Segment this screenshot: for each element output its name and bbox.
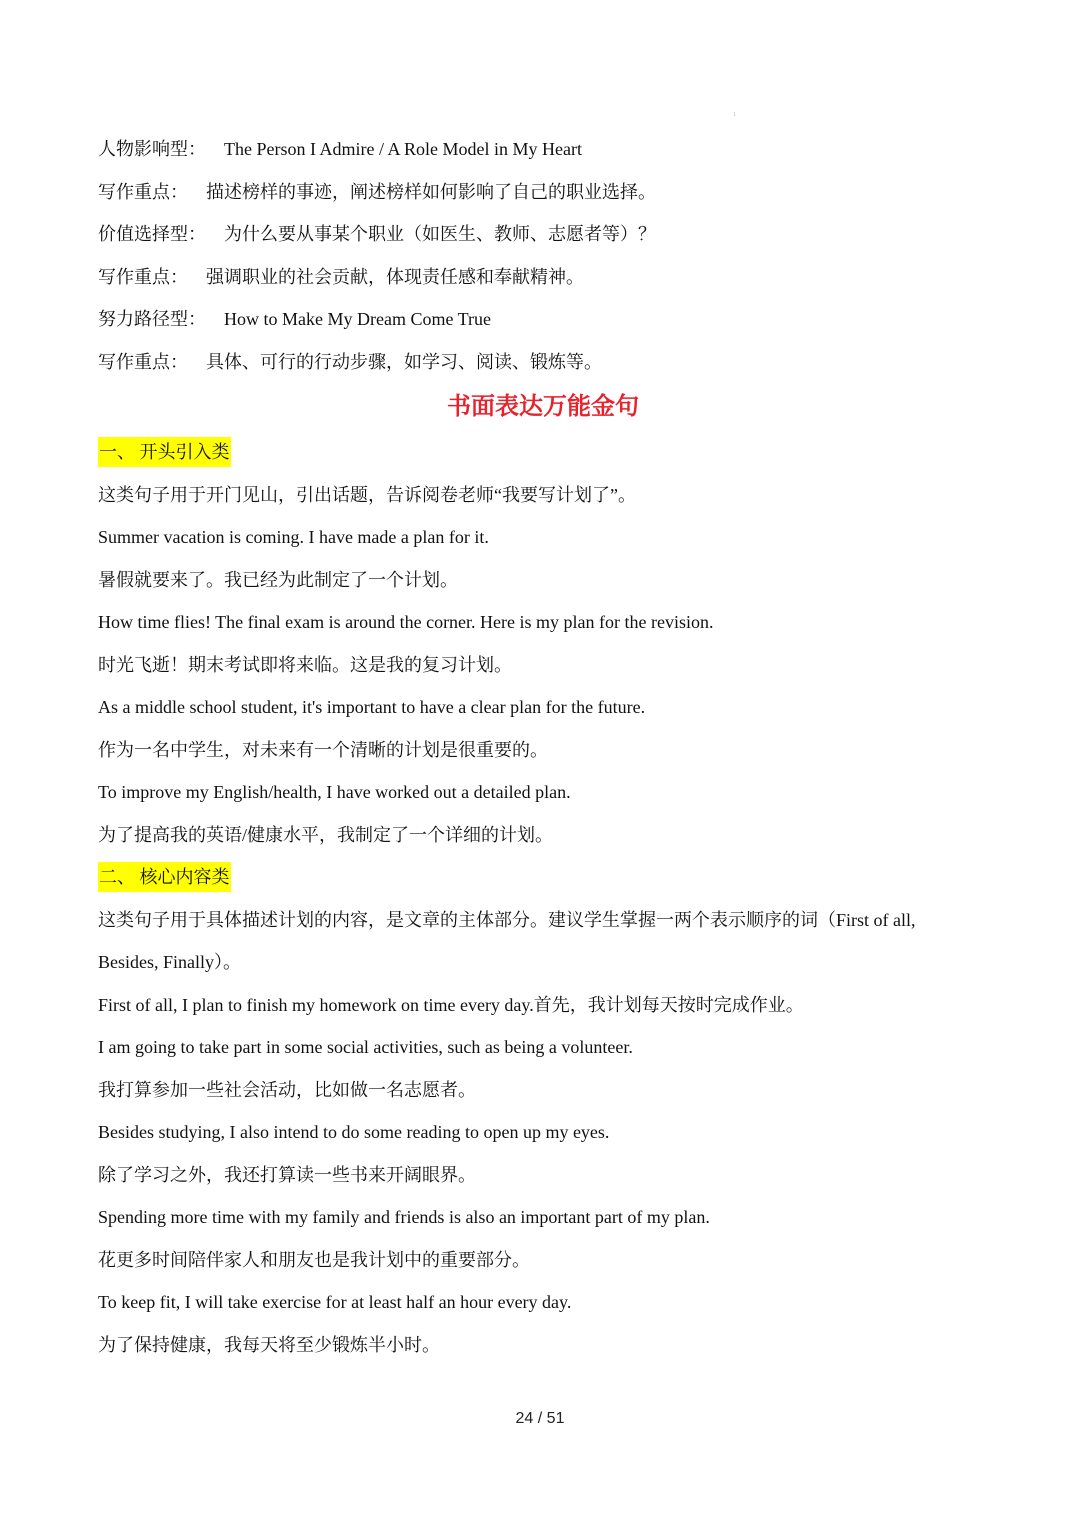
section-1-title: 一、 开头引入类 [98, 437, 231, 467]
top-mark: 1 [733, 112, 736, 118]
type-text: 强调职业的社会贡献，体现责任感和奉献精神。 [206, 266, 584, 287]
type-text: How to Make My Dream Come True [224, 309, 491, 329]
sentence-line: 暑假就要来了。我已经为此制定了一个计划。 [98, 569, 458, 590]
sentence-line: First of all, I plan to finish my homework on time every day.首先，我计划每天按时完成作业。 [98, 994, 804, 1015]
page-number: 24 / 51 [515, 1410, 565, 1427]
type-row-4 [98, 256, 988, 299]
type-row-1 [98, 128, 988, 171]
section-2-title: 二、 核心内容类 [98, 862, 231, 892]
sentence-line: As a middle school student, it's important to have a clear plan for the future. [98, 697, 646, 717]
sentence-line: To keep fit, I will take exercise for at least half an hour every day. [98, 1292, 572, 1312]
sentence-line: 作为一名中学生，对未来有一个清晰的计划是很重要的。 [98, 739, 548, 760]
type-label: 努力路径型： [98, 309, 206, 329]
type-row-2 [98, 171, 988, 214]
type-text: 描述榜样的事迹，阐述榜样如何影响了自己的职业选择。 [206, 181, 656, 202]
type-label: 价值选择型： [98, 224, 206, 244]
type-label: 人物影响型： [98, 139, 206, 159]
sentence-line: How time flies! The final exam is around the corner. Here is my plan for the revision. [98, 612, 714, 632]
sentence-line: 我打算参加一些社会活动，比如做一名志愿者。 [98, 1079, 476, 1100]
section-1-intro: 这类句子用于开门见山，引出话题，告诉阅卷老师“我要写计划了”。 [98, 484, 636, 505]
sentence-line: 除了学习之外，我还打算读一些书来开阔眼界。 [98, 1164, 476, 1185]
section-2-intro-line-1: 这类句子用于具体描述计划的内容，是文章的主体部分。建议学生掌握一两个表示顺序的词（First of all, [98, 909, 916, 930]
sentence-line: 为了提高我的英语/健康水平，我制定了一个详细的计划。 [98, 824, 553, 845]
sentence-line: Besides studying, I also intend to do some reading to open up my eyes. [98, 1122, 610, 1142]
type-label: 写作重点： [98, 181, 188, 202]
sentence-line: Spending more time with my family and friends is also an important part of my plan. [98, 1207, 710, 1227]
page-content [98, 128, 988, 1366]
section-2-intro-line-2: Besides, Finally）。 [98, 952, 241, 972]
type-label: 写作重点： [98, 351, 188, 372]
sentence-line: 花更多时间陪伴家人和朋友也是我计划中的重要部分。 [98, 1249, 530, 1270]
type-row-5 [98, 298, 988, 341]
sentence-line: Summer vacation is coming. I have made a plan for it. [98, 527, 489, 547]
type-text: 为什么要从事某个职业（如医生、教师、志愿者等）？ [224, 224, 656, 244]
section-heading: 书面表达万能金句 [447, 394, 639, 420]
sentence-line: 时光飞逝！期末考试即将来临。这是我的复习计划。 [98, 654, 512, 675]
sentence-line: To improve my English/health, I have worked out a detailed plan. [98, 782, 571, 802]
type-row-6 [98, 341, 988, 384]
sentence-line: 为了保持健康，我每天将至少锻炼半小时。 [98, 1334, 440, 1355]
sentence-line: I am going to take part in some social activities, such as being a volunteer. [98, 1037, 633, 1057]
type-text: 具体、可行的行动步骤，如学习、阅读、锻炼等。 [206, 351, 602, 372]
section-1-title-row [98, 431, 988, 474]
type-label: 写作重点： [98, 266, 188, 287]
type-row-3 [98, 213, 988, 256]
section-2-title-row [98, 856, 988, 899]
type-text: The Person I Admire / A Role Model in My Heart [224, 139, 582, 159]
